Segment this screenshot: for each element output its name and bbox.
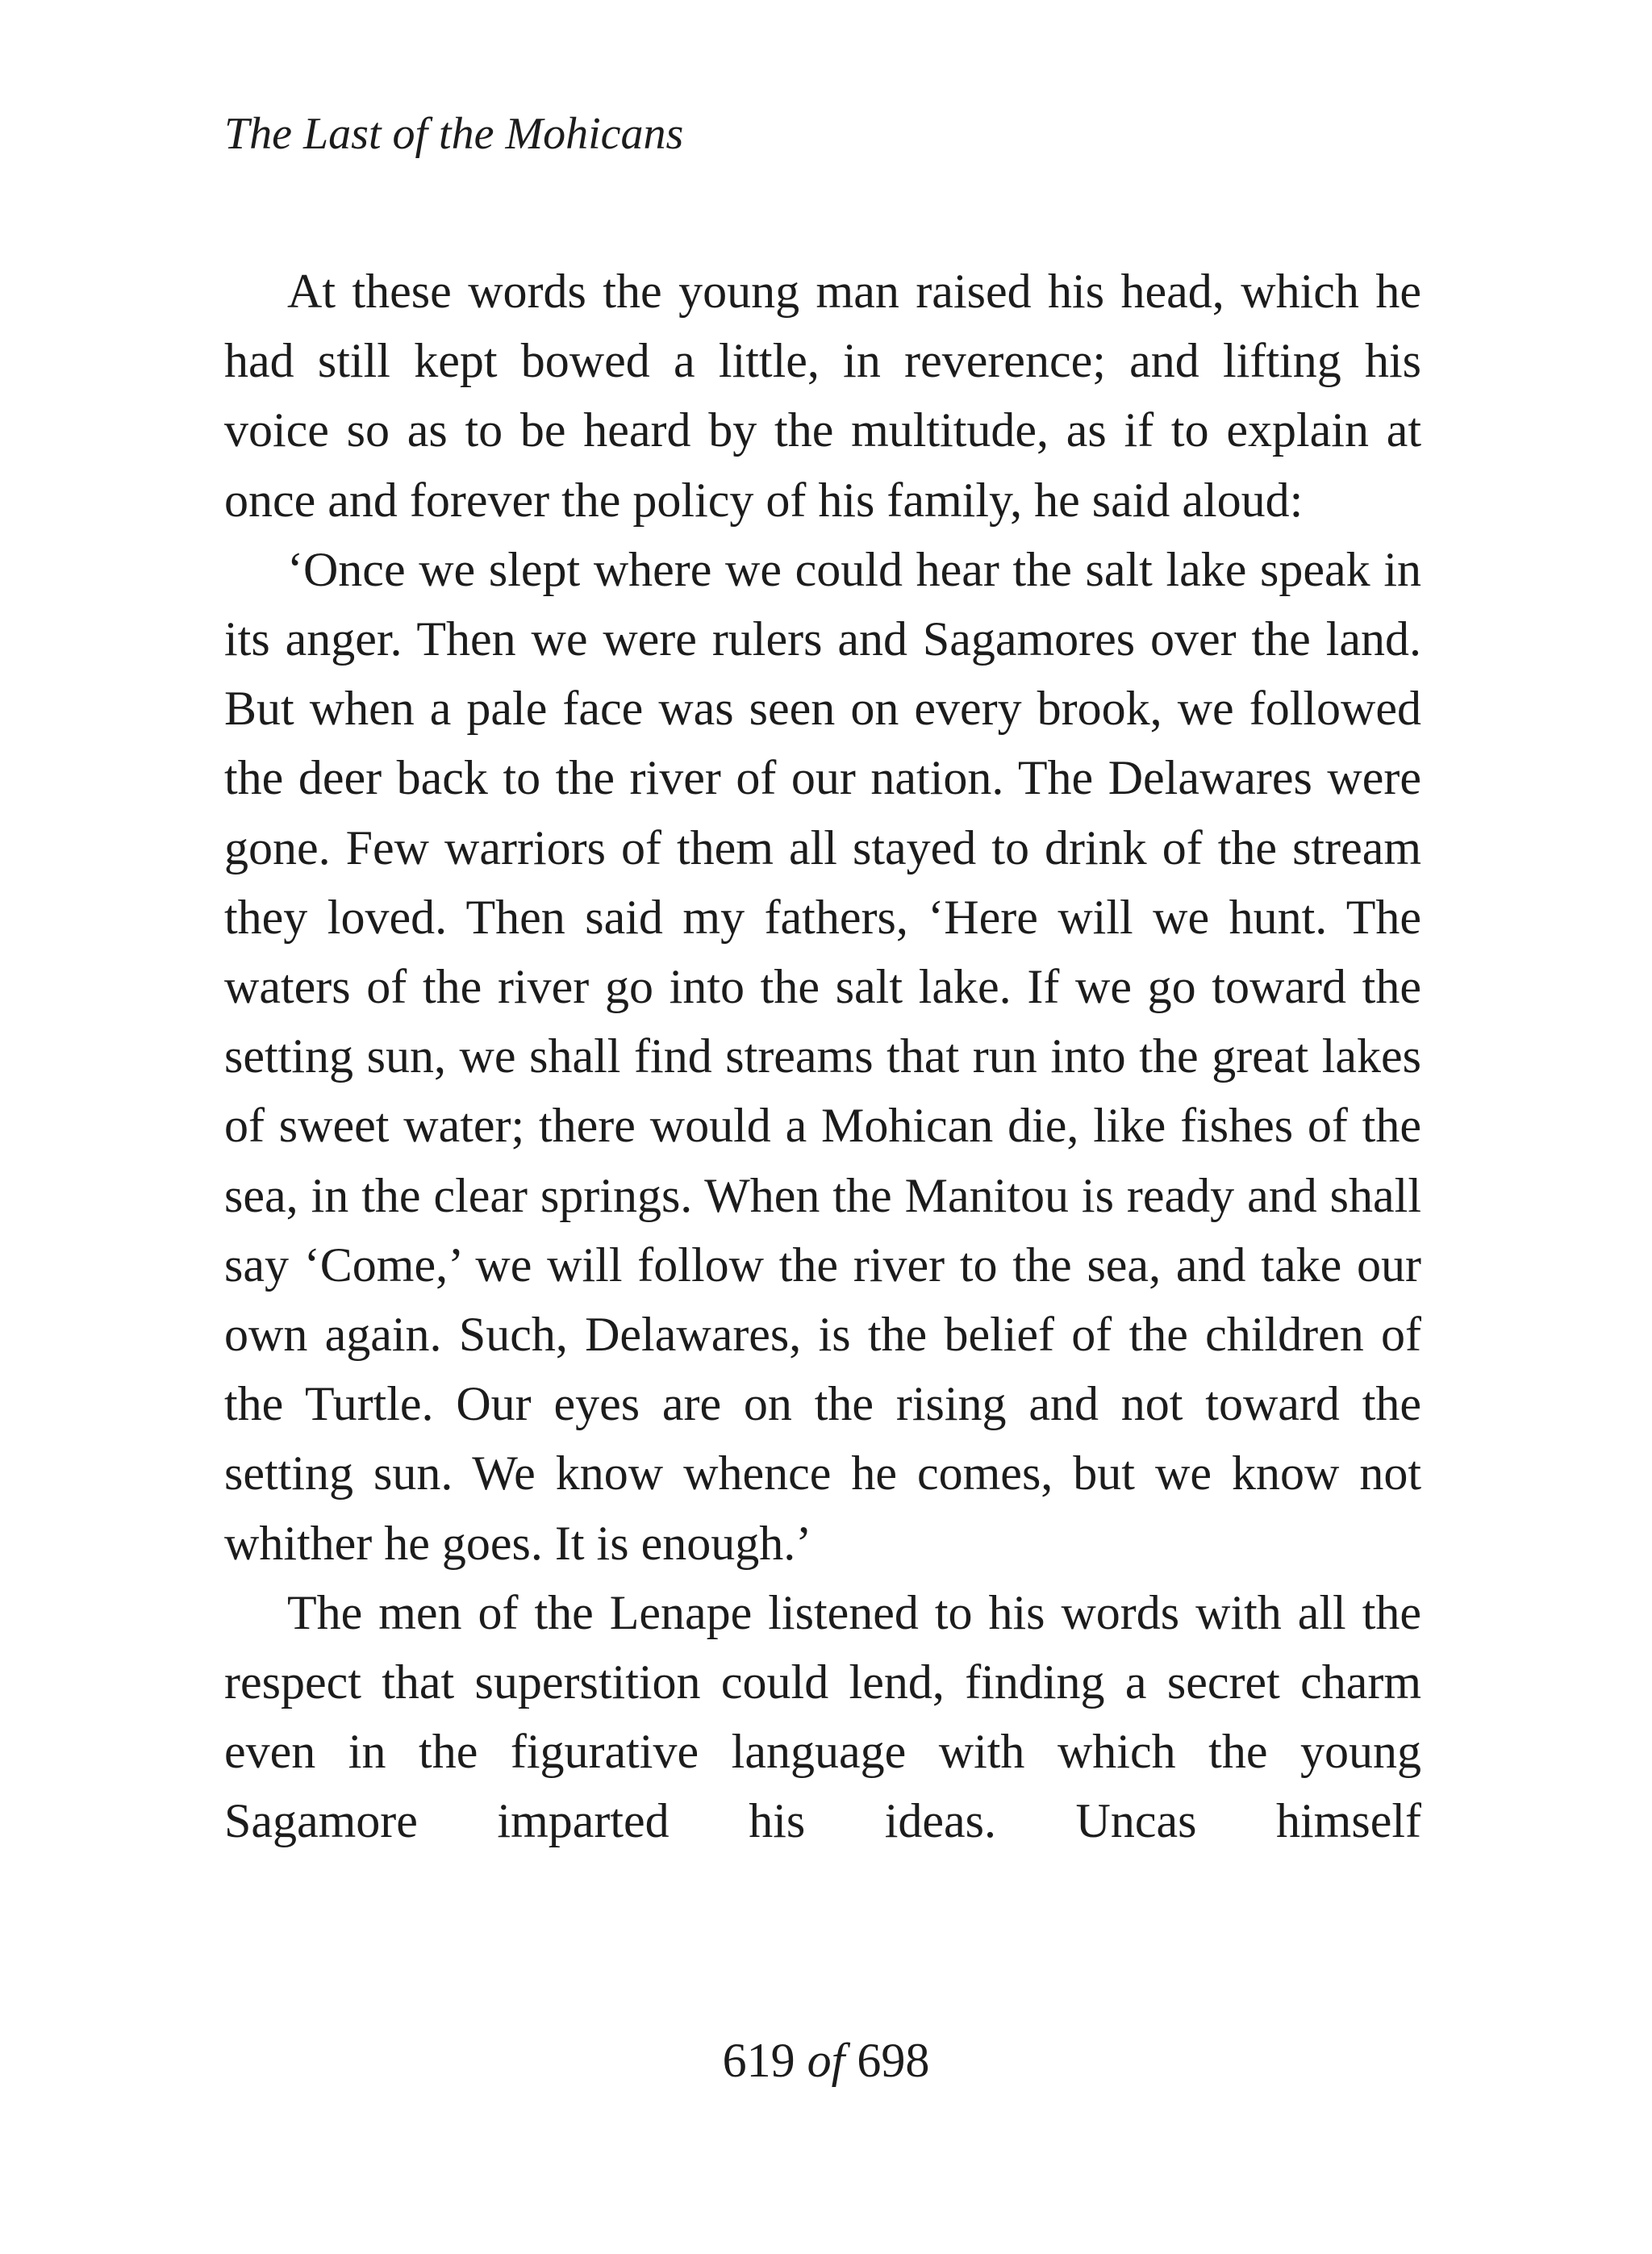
page-number	[0, 2028, 1652, 2093]
page-body	[224, 257, 1421, 1856]
paragraph: The men of the Lenape listened to his words with all the respect that superstition could lend, finding a secret charm even in the figurative language with which the young Sagamore imparted his ideas. Uncas himself	[224, 1585, 1421, 1848]
running-head-title: The Last of the Mohicans	[224, 109, 684, 159]
page-number-current: 619	[722, 2034, 795, 2087]
page-number-separator: of	[807, 2034, 845, 2087]
page-number-total: 698	[857, 2034, 930, 2087]
paragraph: At these words the young man raised his head, which he had still kept bowed a little, in reverence; and lifting his voice so as to be heard by the multitude, as if to explain at once and forever the policy of his family, he said aloud:	[224, 265, 1421, 527]
paragraph: ‘Once we slept where we could hear the salt lake speak in its anger. Then we were rulers and Sagamores over the land. But when a pale face was seen on every brook, we followed the deer back to the river of our nation. The Delawares were gone. Few warriors of them all stayed to drink of the stream they loved. Then said my fathers, ‘Here will we hunt. The waters of the river go into the salt lake. If we go toward the setting sun, we shall find streams that run into the great lakes of sweet water; there would a Mohican die, like fishes of the sea, in the clear springs. When the Manitou is ready and shall say ‘Come,’ we will follow the river to the sea, and take our own again. Such, Delawares, is the belief of the children of the Turtle. Our eyes are on the rising and not toward the setting sun. We know whence he comes, but we know not whither he goes. It is enough.’	[224, 542, 1421, 1570]
